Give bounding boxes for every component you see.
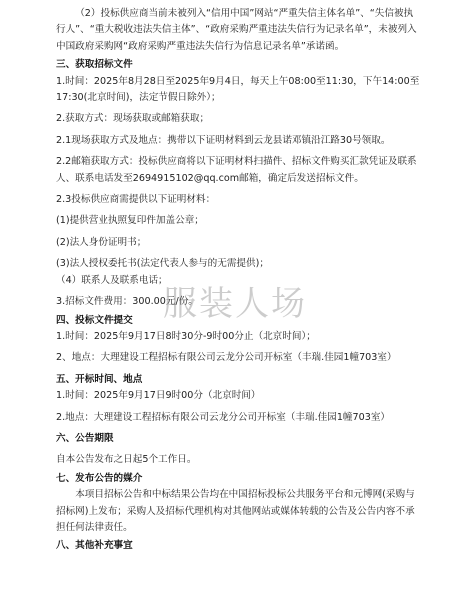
list-item-contact: （4）联系人及联系电话； bbox=[56, 274, 168, 286]
paragraph-email-method: 2.2邮箱获取方式：投标供应商将以下证明材料扫描件、招标文件购买汇款凭证及联系人、联系电话发至2694915102@qq.com邮箱，确定后发送招标文件。 bbox=[56, 156, 417, 184]
paragraph-credit-commitment: （2）投标供应商当前未被列入“信用中国”网站“严重失信主体名单”、“失信被执行人”、“重大税收违法失信主体”、“政府采购严重违法失信行为记录名单”，未被列入中国政府采购网“政府采购严重违法失信行为信息记录名单”承诺函。 bbox=[56, 8, 417, 52]
paragraph-materials-intro: 2.3投标供应商需提供以下证明材料： bbox=[56, 194, 216, 206]
heading-obtain-documents: 三、获取招标文件 bbox=[56, 59, 133, 71]
paragraph-notice-period: 自本公告发布之日起5个工作日。 bbox=[56, 454, 197, 466]
heading-media: 七、发布公告的媒介 bbox=[56, 472, 143, 484]
heading-bid-submission: 四、投标文件提交 bbox=[56, 314, 133, 326]
heading-opening: 五、开标时间、地点 bbox=[56, 373, 143, 385]
paragraph-media: 本项目招标公告和中标结果公告均在中国招标投标公共服务平台和元博网(采购与招标网)上发布；采购人及招标代理机构对其他网站或媒体转载的公告及公告内容不承担任何法律责任。 bbox=[56, 489, 415, 533]
list-item-business-license: (1)提供营业执照复印件加盖公章； bbox=[56, 215, 204, 227]
paragraph-submission-time: 1.时间：2025年9月17日8时30分-9时00分止（北京时间）； bbox=[56, 330, 316, 342]
paragraph-obtain-method: 2.获取方式：现场获取或邮箱获取； bbox=[56, 113, 210, 125]
paragraph-onsite-method: 2.1现场获取方式及地点：携带以下证明材料到云龙县诺邓镇沿江路30号领取。 bbox=[56, 134, 391, 146]
list-item-legal-id: (2)法人身份证明书； bbox=[56, 236, 147, 248]
watermark-text: 服装人场 bbox=[163, 284, 307, 324]
paragraph-opening-place: 2.地点：大理建设工程招标有限公司云龙分公司开标室（丰瑞.佳园1幢703室） bbox=[56, 411, 391, 423]
paragraph-document-fee: 3.招标文件费用：300.00元/份。 bbox=[56, 296, 198, 308]
paragraph-opening-time: 1.时间：2025年9月17日9时00分（北京时间） bbox=[56, 390, 261, 402]
paragraph-obtain-time: 1.时间：2025年8月28日至2025年9月4日，每天上午08:00至11:30，下午14:00至17:30(北京时间)，法定节假日除外）； bbox=[56, 75, 420, 104]
heading-other-matters: 八、其他补充事宜 bbox=[56, 540, 133, 552]
paragraph-submission-place: 2、地点：大理建设工程招标有限公司云龙分公司开标室（丰瑞.佳园1幢703室） bbox=[56, 352, 397, 364]
list-item-authorization: (3)法人授权委托书(法定代表人参与的无需提供)； bbox=[56, 258, 269, 270]
heading-notice-period: 六、公告期限 bbox=[56, 432, 114, 444]
